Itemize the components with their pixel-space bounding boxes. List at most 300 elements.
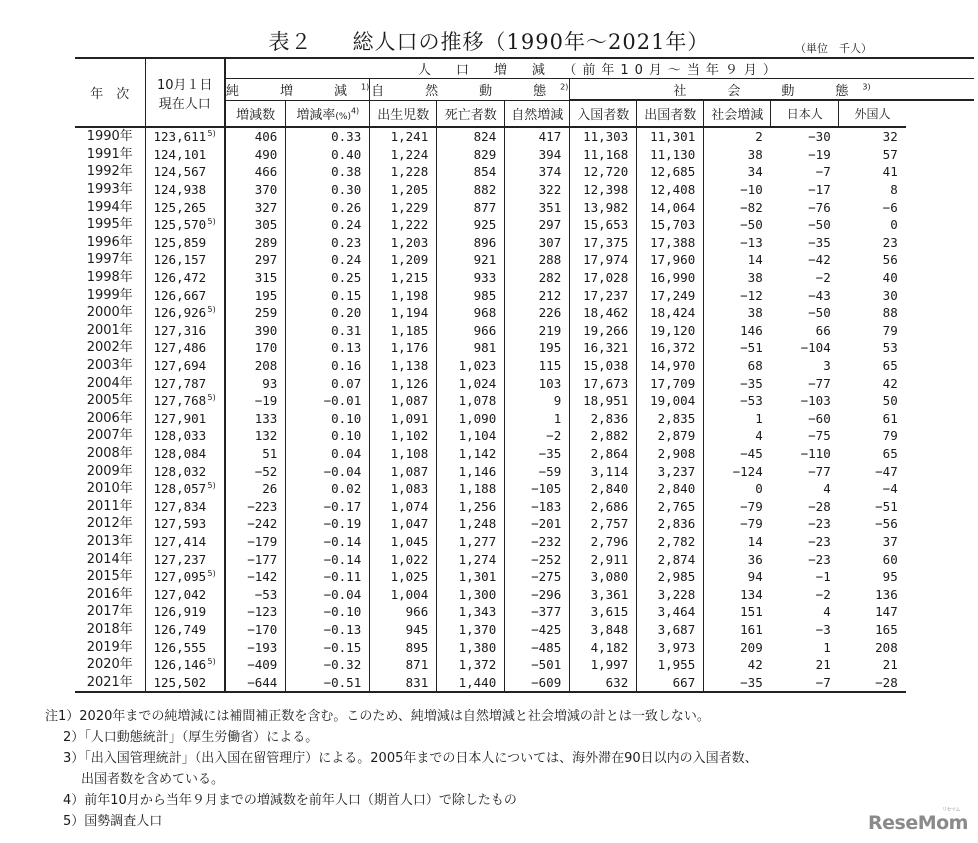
cell-nat: −105: [505, 480, 570, 498]
cell-year: 1993年: [86, 182, 133, 198]
cell-year: 1996年: [86, 234, 133, 250]
cell-births: 1,198: [370, 286, 437, 304]
cell-year: 2021年: [75, 673, 145, 692]
cell-deaths: 1,343: [437, 603, 505, 621]
cell-fr: 60: [882, 551, 898, 567]
population-value: 127,414: [153, 533, 207, 549]
cell-in: 2,757: [570, 515, 637, 533]
cell-fr: 37: [882, 533, 898, 549]
cell-pop: [145, 515, 225, 533]
cell-chg: 259: [225, 304, 286, 322]
cell-pop: [145, 497, 225, 515]
cell-year: 1991年: [86, 146, 133, 162]
cell-fr: 208: [875, 639, 898, 655]
cell-in: 19,266: [570, 322, 637, 340]
cell-chg: −123: [225, 603, 286, 621]
cell-nat: 351: [505, 198, 570, 216]
census-footnote-ref: 5): [207, 480, 216, 490]
cell-deaths: 1,301: [437, 568, 505, 586]
cell-in: 2,796: [570, 533, 637, 551]
cell-out: 17,249: [637, 286, 704, 304]
cell-year: 1998年: [86, 270, 133, 286]
cell-jp: −77: [808, 463, 831, 479]
cell-rate: 0.04: [286, 445, 370, 463]
note-3: 3）「出入国管理統計」（出入国在留管理庁）による。2005年までの日本人については、海外滞在90日以内の入国者数、: [63, 751, 758, 766]
cell-births: 1,185: [370, 322, 437, 340]
cell-soc: −53: [704, 392, 771, 410]
cell-pop: [145, 621, 225, 639]
cell-soc: 4: [704, 427, 771, 445]
population-value: 126,919: [153, 604, 207, 620]
cell-jp: −7: [771, 673, 839, 692]
cell-nat: −501: [505, 656, 570, 674]
cell-rate: −0.51: [286, 673, 370, 692]
notes: [45, 706, 758, 832]
cell-nat: −609: [505, 673, 570, 692]
table-row: [75, 568, 974, 586]
cell-in: 13,982: [570, 198, 637, 216]
cell-soc: −124: [704, 462, 771, 480]
cell-nat: −232: [505, 533, 570, 551]
cell-deaths: 1,078: [437, 392, 505, 410]
cell-year: 1992年: [86, 164, 133, 180]
cell-pop: [145, 216, 225, 234]
cell-soc: 2: [704, 127, 771, 146]
cell-nat: 374: [505, 163, 570, 181]
cell-births: 1,025: [370, 568, 437, 586]
cell-chg: 305: [225, 216, 286, 234]
census-footnote-ref: 5): [207, 304, 216, 314]
cell-pop: [145, 445, 225, 463]
cell-out: 14,970: [637, 357, 704, 375]
cell-chg: 208: [225, 357, 286, 375]
cell-rate: 0.25: [286, 269, 370, 287]
cell-births: 1,194: [370, 304, 437, 322]
cell-rate: −0.14: [286, 550, 370, 568]
cell-deaths: 1,300: [437, 585, 505, 603]
population-value: 126,749: [153, 621, 207, 637]
table-number: 表２: [268, 30, 313, 54]
cell-year: 2017年: [86, 604, 133, 620]
cell-nat: −275: [505, 568, 570, 586]
population-value: 128,057: [153, 481, 207, 497]
header-natural-increase: 自然増減: [505, 100, 570, 127]
cell-fr: 65: [882, 358, 898, 374]
cell-pop: [145, 181, 225, 199]
cell-out: 14,064: [637, 198, 704, 216]
cell-in: 4,182: [570, 638, 637, 656]
cell-out: 15,703: [637, 216, 704, 234]
population-value: 124,101: [153, 146, 207, 162]
cell-rate: −0.32: [286, 656, 370, 674]
cell-jp: −2: [815, 586, 831, 602]
cell-fr: 79: [882, 322, 898, 338]
cell-in: 2,882: [570, 427, 637, 445]
cell-births: 1,087: [370, 392, 437, 410]
cell-pop: [145, 480, 225, 498]
cell-chg: −644: [225, 673, 286, 692]
cell-nat: −485: [505, 638, 570, 656]
cell-year: 2018年: [86, 621, 133, 637]
cell-pop: [145, 234, 225, 252]
cell-soc: 146: [704, 322, 771, 340]
table-row: [75, 427, 974, 445]
cell-rate: −0.14: [286, 533, 370, 551]
cell-rate: −0.04: [286, 585, 370, 603]
cell-fr: 136: [875, 586, 898, 602]
table-row: [75, 234, 974, 252]
cell-fr: 42: [882, 375, 898, 391]
population-value: 125,859: [153, 234, 207, 250]
cell-out: 2,879: [637, 427, 704, 445]
cell-chg: −19: [225, 392, 286, 410]
cell-out: 19,120: [637, 322, 704, 340]
cell-births: 831: [370, 673, 437, 692]
cell-rate: 0.13: [286, 339, 370, 357]
census-footnote-ref: 5): [207, 216, 216, 226]
cell-year: 2002年: [86, 340, 133, 356]
cell-deaths: 1,370: [437, 621, 505, 639]
cell-births: 1,074: [370, 497, 437, 515]
resemom-logo: [868, 807, 968, 834]
cell-year: 2005年: [86, 393, 133, 409]
cell-pop: [145, 269, 225, 287]
cell-jp: 4: [823, 604, 831, 620]
cell-pop: [145, 339, 225, 357]
cell-year: 1994年: [86, 199, 133, 215]
cell-deaths: 985: [437, 286, 505, 304]
cell-rate: 0.33: [286, 127, 370, 146]
table-row: [75, 251, 974, 269]
cell-out: 2,874: [637, 550, 704, 568]
cell-births: 1,083: [370, 480, 437, 498]
cell-nat: 195: [505, 339, 570, 357]
cell-out: 11,301: [637, 127, 704, 146]
census-footnote-ref: 5): [207, 656, 216, 666]
table-row: [75, 357, 974, 375]
cell-soc: 14: [704, 533, 771, 551]
header-natural: [370, 79, 570, 101]
cell-year: 2006年: [86, 410, 133, 426]
population-value: 126,472: [153, 270, 207, 286]
cell-in: 15,653: [570, 216, 637, 234]
cell-in: 3,361: [570, 585, 637, 603]
cell-soc: 38: [704, 146, 771, 164]
cell-nat: 322: [505, 181, 570, 199]
cell-jp: −7: [815, 164, 831, 180]
header-year: 年 次: [75, 58, 145, 127]
footnote-ref: 4): [350, 106, 360, 116]
cell-nat: −183: [505, 497, 570, 515]
cell-rate: −0.10: [286, 603, 370, 621]
cell-pop: [145, 410, 225, 428]
cell-year: 1997年: [86, 252, 133, 268]
cell-births: 1,087: [370, 462, 437, 480]
population-value: 127,237: [153, 551, 207, 567]
cell-jp: −104: [800, 340, 831, 356]
cell-births: 1,229: [370, 198, 437, 216]
cell-out: 12,408: [637, 181, 704, 199]
cell-chg: −53: [225, 585, 286, 603]
cell-pop: [145, 322, 225, 340]
cell-fr: 41: [882, 164, 898, 180]
cell-fr: 88: [882, 305, 898, 321]
cell-deaths: 1,380: [437, 638, 505, 656]
cell-in: 17,028: [570, 269, 637, 287]
cell-chg: 490: [225, 146, 286, 164]
header-social-increase: 社会増減: [704, 100, 771, 127]
population-value: 127,901: [153, 410, 207, 426]
cell-in: 3,080: [570, 568, 637, 586]
header-departures: 出国者数: [637, 100, 704, 127]
cell-pop: [145, 533, 225, 551]
population-value: 124,938: [153, 182, 207, 198]
cell-out: 11,130: [637, 146, 704, 164]
cell-births: 966: [370, 603, 437, 621]
table-row: [75, 163, 974, 181]
cell-jp: −75: [808, 428, 831, 444]
cell-deaths: 968: [437, 304, 505, 322]
cell-births: 945: [370, 621, 437, 639]
table-row: [75, 515, 974, 533]
cell-nat: 307: [505, 234, 570, 252]
cell-chg: −409: [225, 656, 286, 674]
cell-deaths: 1,023: [437, 357, 505, 375]
cell-out: 17,960: [637, 251, 704, 269]
cell-jp: −23: [808, 551, 831, 567]
cell-rate: 0.40: [286, 146, 370, 164]
population-value: 127,316: [153, 322, 207, 338]
cell-fr: 21: [882, 657, 898, 673]
cell-births: 1,045: [370, 533, 437, 551]
cell-jp: −19: [808, 146, 831, 162]
cell-rate: 0.15: [286, 286, 370, 304]
table-row: [75, 322, 974, 340]
header-population-change-text: 人 口 増 減 （前年10月～当年９月）: [417, 63, 782, 78]
population-value: 123,611: [153, 129, 207, 145]
cell-pop: [145, 656, 225, 674]
cell-out: 2,836: [637, 515, 704, 533]
cell-in: 2,836: [570, 410, 637, 428]
cell-in: 12,398: [570, 181, 637, 199]
cell-year: 2000年: [86, 305, 133, 321]
table-row: [75, 392, 974, 410]
cell-deaths: 1,104: [437, 427, 505, 445]
table-row: [75, 603, 974, 621]
cell-jp: 4: [823, 481, 831, 497]
population-value: 128,033: [153, 428, 207, 444]
cell-deaths: 1,256: [437, 497, 505, 515]
cell-fr: 53: [882, 340, 898, 356]
cell-chg: 133: [225, 410, 286, 428]
table-row: [75, 410, 974, 428]
cell-in: 3,615: [570, 603, 637, 621]
cell-nat: 9: [505, 392, 570, 410]
cell-out: 3,228: [637, 585, 704, 603]
cell-jp: −3: [815, 621, 831, 637]
cell-deaths: 1,248: [437, 515, 505, 533]
cell-out: 2,782: [637, 533, 704, 551]
cell-jp: −30: [808, 129, 831, 145]
cell-fr: 165: [875, 621, 898, 637]
cell-out: 3,464: [637, 603, 704, 621]
cell-rate: −0.01: [286, 392, 370, 410]
cell-rate: −0.04: [286, 462, 370, 480]
header-change-rate-text: 増減率: [296, 107, 336, 123]
cell-chg: −193: [225, 638, 286, 656]
cell-year: 2013年: [86, 533, 133, 549]
cell-out: 2,840: [637, 480, 704, 498]
cell-jp: −76: [808, 199, 831, 215]
note-2: 2）「人口動態統計」（厚生労働省）による。: [63, 730, 319, 745]
cell-nat: 103: [505, 374, 570, 392]
cell-fr: −56: [875, 516, 898, 532]
cell-chg: 289: [225, 234, 286, 252]
cell-chg: 297: [225, 251, 286, 269]
cell-chg: 195: [225, 286, 286, 304]
cell-pop: [145, 603, 225, 621]
note-5: 5）国勢調査人口: [63, 814, 163, 829]
cell-year: 2020年: [86, 657, 133, 673]
cell-rate: 0.20: [286, 304, 370, 322]
cell-in: 18,951: [570, 392, 637, 410]
cell-rate: 0.23: [286, 234, 370, 252]
cell-chg: −142: [225, 568, 286, 586]
cell-pop: [145, 163, 225, 181]
cell-jp: 1: [823, 639, 831, 655]
cell-pop: [145, 146, 225, 164]
cell-fr: 65: [882, 445, 898, 461]
cell-births: 1,108: [370, 445, 437, 463]
cell-out: 2,908: [637, 445, 704, 463]
cell-births: 1,228: [370, 163, 437, 181]
cell-births: 1,205: [370, 181, 437, 199]
cell-fr: −4: [882, 481, 898, 497]
population-value: 125,570: [153, 217, 207, 233]
cell-jp: −50: [808, 305, 831, 321]
cell-fr: −51: [875, 498, 898, 514]
cell-pop: [145, 568, 225, 586]
header-foreigners: 外国人: [839, 100, 906, 127]
cell-out: 17,709: [637, 374, 704, 392]
cell-soc: −35: [704, 673, 771, 692]
cell-out: 16,990: [637, 269, 704, 287]
cell-chg: 170: [225, 339, 286, 357]
cell-rate: 0.38: [286, 163, 370, 181]
header-entries: 入国者数: [570, 100, 637, 127]
cell-rate: −0.17: [286, 497, 370, 515]
cell-nat: −2: [505, 427, 570, 445]
cell-rate: −0.11: [286, 568, 370, 586]
cell-jp: −42: [808, 252, 831, 268]
cell-births: 1,203: [370, 234, 437, 252]
population-value: 127,787: [153, 375, 207, 391]
cell-jp: 21: [815, 657, 831, 673]
header-change-count: 増減数: [225, 100, 286, 127]
cell-out: 3,237: [637, 462, 704, 480]
cell-deaths: 1,274: [437, 550, 505, 568]
cell-jp: −17: [808, 182, 831, 198]
cell-year: 1995年: [86, 217, 133, 233]
cell-year: 2016年: [86, 586, 133, 602]
cell-rate: 0.10: [286, 410, 370, 428]
cell-year: 2011年: [86, 498, 133, 514]
cell-fr: 61: [882, 410, 898, 426]
header-net-change-text: 純 増 減: [226, 83, 362, 99]
population-value: 128,032: [153, 463, 207, 479]
cell-chg: −170: [225, 621, 286, 639]
cell-deaths: 882: [437, 181, 505, 199]
unit-label: （単位 千人）: [795, 42, 872, 55]
cell-out: 1,955: [637, 656, 704, 674]
table-row: [75, 621, 974, 639]
cell-in: 17,237: [570, 286, 637, 304]
footnote-ref: 3): [862, 82, 871, 92]
cell-soc: −10: [704, 181, 771, 199]
cell-pop: [145, 673, 225, 692]
cell-year: 1999年: [86, 287, 133, 303]
cell-in: 12,720: [570, 163, 637, 181]
cell-deaths: 933: [437, 269, 505, 287]
population-value: 126,926: [153, 305, 207, 321]
cell-soc: −13: [704, 234, 771, 252]
table-row: [75, 269, 974, 287]
cell-births: 1,222: [370, 216, 437, 234]
cell-fr: 95: [882, 569, 898, 585]
cell-fr: −28: [839, 673, 906, 692]
cell-nat: 212: [505, 286, 570, 304]
note-1: 注1）2020年までの純増減には補間補正数を含む。このため、純増減は自然増減と社会増減の計とは一致しない。: [45, 709, 710, 724]
cell-fr: −6: [882, 199, 898, 215]
cell-out: 17,388: [637, 234, 704, 252]
cell-fr: 23: [882, 234, 898, 250]
cell-out: 16,372: [637, 339, 704, 357]
cell-deaths: 921: [437, 251, 505, 269]
population-value: 127,593: [153, 516, 207, 532]
cell-fr: 32: [882, 129, 898, 145]
cell-in: 17,974: [570, 251, 637, 269]
cell-births: 1,102: [370, 427, 437, 445]
population-value: 125,265: [153, 199, 207, 215]
cell-nat: 226: [505, 304, 570, 322]
cell-births: 1,022: [370, 550, 437, 568]
cell-jp: −110: [800, 445, 831, 461]
cell-pop: [145, 127, 225, 146]
cell-out: 3,973: [637, 638, 704, 656]
cell-year: 1990年: [86, 129, 133, 145]
cell-chg: 370: [225, 181, 286, 199]
cell-chg: 26: [225, 480, 286, 498]
cell-deaths: 1,090: [437, 410, 505, 428]
cell-nat: −59: [505, 462, 570, 480]
cell-births: 1,241: [370, 127, 437, 146]
cell-soc: 94: [704, 568, 771, 586]
cell-rate: −0.19: [286, 515, 370, 533]
header-births: 出生児数: [370, 100, 437, 127]
cell-in: 17,375: [570, 234, 637, 252]
footnote-ref: 2): [560, 82, 569, 92]
population-value: 127,694: [153, 358, 207, 374]
header-social: [570, 79, 974, 101]
cell-deaths: 854: [437, 163, 505, 181]
cell-jp: 3: [823, 358, 831, 374]
header-population: [145, 58, 225, 127]
census-footnote-ref: 5): [207, 129, 216, 138]
cell-chg: 132: [225, 427, 286, 445]
table-title-text: 総人口の推移（1990年～2021年）: [352, 30, 710, 54]
cell-fr: 40: [882, 270, 898, 286]
cell-soc: 0: [704, 480, 771, 498]
